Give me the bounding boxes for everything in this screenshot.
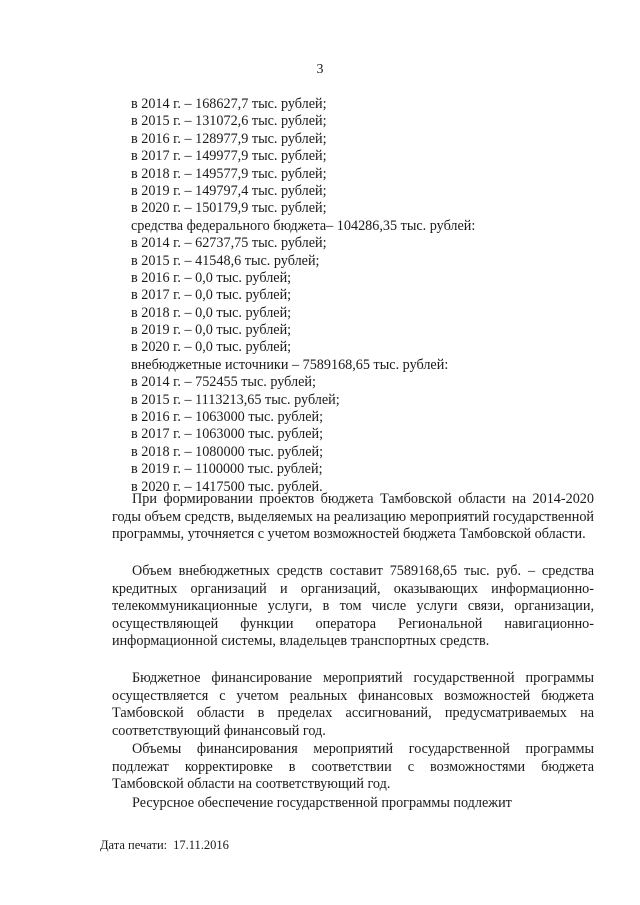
paragraph-budget-financing <box>112 670 594 740</box>
financing-line: в 2014 г. – 752455 тыс. рублей; <box>131 374 316 391</box>
paragraph-text: Объемы финансирования мероприятий государственной программы подлежат корректировке в соответствии с возможностями бюджета Тамбовской области на соответствующий год. <box>112 741 594 793</box>
financing-line: в 2020 г. – 1417500 тыс. рублей. <box>131 478 323 495</box>
financing-line: в 2016 г. – 1063000 тыс. рублей; <box>131 409 324 426</box>
financing-line: в 2018 г. – 0,0 тыс. рублей; <box>131 304 292 321</box>
financing-line: в 2015 г. – 1113213,65 тыс. рублей; <box>131 391 340 408</box>
financing-heading-extrabudgetary: внебюджетные источники – 7589168,65 тыс. рублей: <box>131 356 449 373</box>
financing-line: в 2015 г. – 41548,6 тыс. рублей; <box>131 252 320 269</box>
financing-line: в 2020 г. – 150179,9 тыс. рублей; <box>131 200 327 217</box>
financing-line: в 2016 г. – 0,0 тыс. рублей; <box>131 269 292 286</box>
financing-line: в 2014 г. – 168627,7 тыс. рублей; <box>131 96 327 112</box>
page-number: 3 <box>316 62 324 77</box>
financing-line: в 2017 г. – 149977,9 тыс. рублей; <box>131 148 327 165</box>
financing-heading-federal: средства федерального бюджета– 104286,35 тыс. рублей: <box>131 217 476 234</box>
print-date <box>100 838 229 853</box>
financing-list <box>131 96 475 496</box>
print-date-value: 17.11.2016 <box>173 838 229 852</box>
paragraph-budget-formation <box>112 491 594 544</box>
financing-line: в 2015 г. – 131072,6 тыс. рублей; <box>131 113 327 130</box>
financing-line: в 2017 г. – 1063000 тыс. рублей; <box>131 426 324 443</box>
print-date-label: Дата печати: <box>100 838 168 852</box>
financing-line: в 2019 г. – 0,0 тыс. рублей; <box>131 322 292 339</box>
financing-line: в 2018 г. – 1080000 тыс. рублей; <box>131 443 324 460</box>
financing-line: в 2017 г. – 0,0 тыс. рублей; <box>131 287 292 304</box>
paragraph-text: При формировании проектов бюджета Тамбовской области на 2014-2020 годы объем средств, выделяемых на реализацию мероприятий государственной программы, уточняется с учетом возможностей бюджета Тамбовской области. <box>112 491 595 543</box>
paragraph-text: Объем внебюджетных средств составит 7589168,65 тыс. руб. – средства кредитных организаций и организаций, оказывающих информационно-телекоммуникационные услуги, в том числе услуги связи, организации, осуществляющей функции оператора Региональной навигационно-информационной системы, владельцев транспортных средств. <box>112 563 594 650</box>
financing-line: в 2019 г. – 149797,4 тыс. рублей; <box>131 182 327 199</box>
paragraph-text: Ресурсное обеспечение государственной программы подлежит <box>132 795 512 811</box>
financing-line: в 2016 г. – 128977,9 тыс. рублей; <box>131 130 327 147</box>
financing-line: в 2018 г. – 149577,9 тыс. рублей; <box>131 165 327 182</box>
financing-line: в 2019 г. – 1100000 тыс. рублей; <box>131 461 323 478</box>
paragraph-financing-adjustment <box>112 741 594 794</box>
paragraph-text: Бюджетное финансирование мероприятий государственной программы осуществляется с учетом реальных финансовых возможностей бюджета Тамбовской области в пределах ассигнований, предусматриваемых на соответствующий финансовый год. <box>112 670 594 739</box>
paragraph-extrabudgetary-volume <box>112 563 594 651</box>
financing-line: в 2020 г. – 0,0 тыс. рублей; <box>131 339 292 356</box>
financing-line: в 2014 г. – 62737,75 тыс. рублей; <box>131 235 327 252</box>
paragraph-resource-provision <box>112 795 594 813</box>
